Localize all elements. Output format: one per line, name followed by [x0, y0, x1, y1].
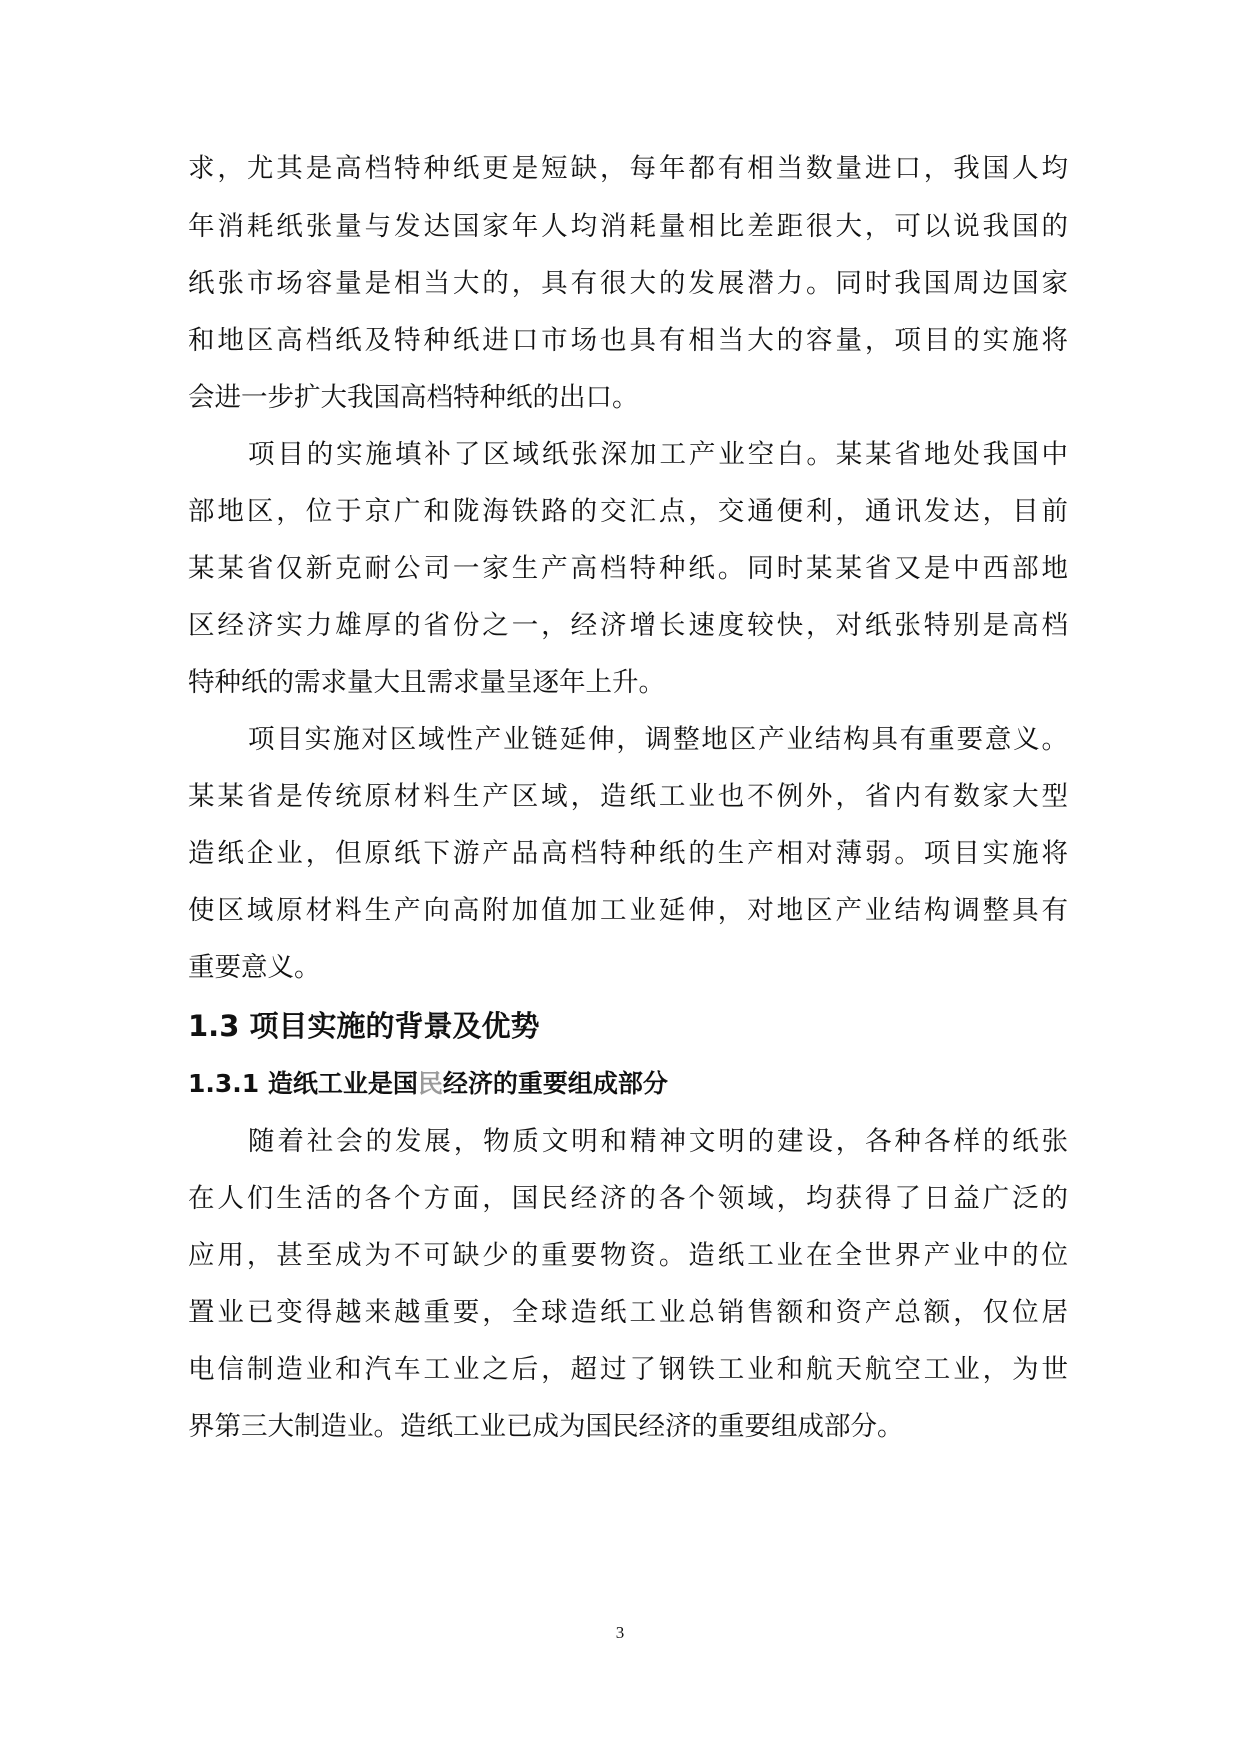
- paragraph-2-line-4: 区经济实力雄厚的省份之一，经济增长速度较快，对纸张特别是高档: [188, 610, 1068, 641]
- paragraph-2-line-2: 部地区，位于京广和陇海铁路的交汇点，交通便利，通讯发达，目前: [188, 496, 1068, 527]
- subsection-heading-part-1: 1.3.1 造纸工业是国: [188, 1069, 418, 1098]
- paragraph-4-line-5: 电信制造业和汽车工业之后，超过了钢铁工业和航天航空工业，为世: [188, 1354, 1068, 1385]
- paragraph-1-line-2: 年消耗纸张量与发达国家年人均消耗量相比差距很大，可以说我国的: [188, 211, 1068, 242]
- paragraph-1-line-3: 纸张市场容量是相当大的，具有很大的发展潜力。同时我国周边国家: [188, 268, 1068, 299]
- paragraph-2-line-5: 特种纸的需求量大且需求量呈逐年上升。: [188, 667, 665, 698]
- paragraph-2-line-3: 某某省仅新克耐公司一家生产高档特种纸。同时某某省又是中西部地: [188, 553, 1068, 584]
- paragraph-3-line-4: 使区域原材料生产向高附加值加工业延伸，对地区产业结构调整具有: [188, 895, 1068, 926]
- paragraph-4-line-4: 置业已变得越来越重要，全球造纸工业总销售额和资产总额，仅位居: [188, 1297, 1068, 1328]
- subsection-heading-part-2: 民: [417, 1069, 443, 1098]
- paragraph-4-line-6: 界第三大制造业。造纸工业已成为国民经济的重要组成部分。: [188, 1411, 904, 1442]
- section-heading: 1.3 项目实施的背景及优势: [188, 1009, 540, 1043]
- page-number: 3: [615, 1623, 625, 1642]
- paragraph-4-line-1: 随着社会的发展，物质文明和精神文明的建设，各种各样的纸张: [248, 1126, 1068, 1157]
- paragraph-3-line-1: 项目实施对区域性产业链延伸，调整地区产业结构具有重要意义。: [248, 724, 1068, 755]
- paragraph-3-line-3: 造纸企业，但原纸下游产品高档特种纸的生产相对薄弱。项目实施将: [188, 838, 1068, 869]
- paragraph-4-line-3: 应用，甚至成为不可缺少的重要物资。造纸工业在全世界产业中的位: [188, 1240, 1068, 1271]
- subsection-heading-part-3: 经济的重要组成部分: [442, 1069, 668, 1098]
- paragraph-3-line-2: 某某省是传统原材料生产区域，造纸工业也不例外，省内有数家大型: [188, 781, 1068, 812]
- paragraph-3-line-5: 重要意义。: [188, 952, 321, 983]
- paragraph-4-line-2: 在人们生活的各个方面，国民经济的各个领域，均获得了日益广泛的: [188, 1183, 1068, 1214]
- paragraph-1-line-5: 会进一步扩大我国高档特种纸的出口。: [188, 382, 639, 413]
- subsection-heading: [188, 1064, 668, 1104]
- paragraph-2-line-1: 项目的实施填补了区域纸张深加工产业空白。某某省地处我国中: [248, 439, 1068, 470]
- paragraph-1-line-4: 和地区高档纸及特种纸进口市场也具有相当大的容量，项目的实施将: [188, 325, 1068, 356]
- paragraph-1-line-1: 求，尤其是高档特种纸更是短缺，每年都有相当数量进口，我国人均: [188, 153, 1068, 184]
